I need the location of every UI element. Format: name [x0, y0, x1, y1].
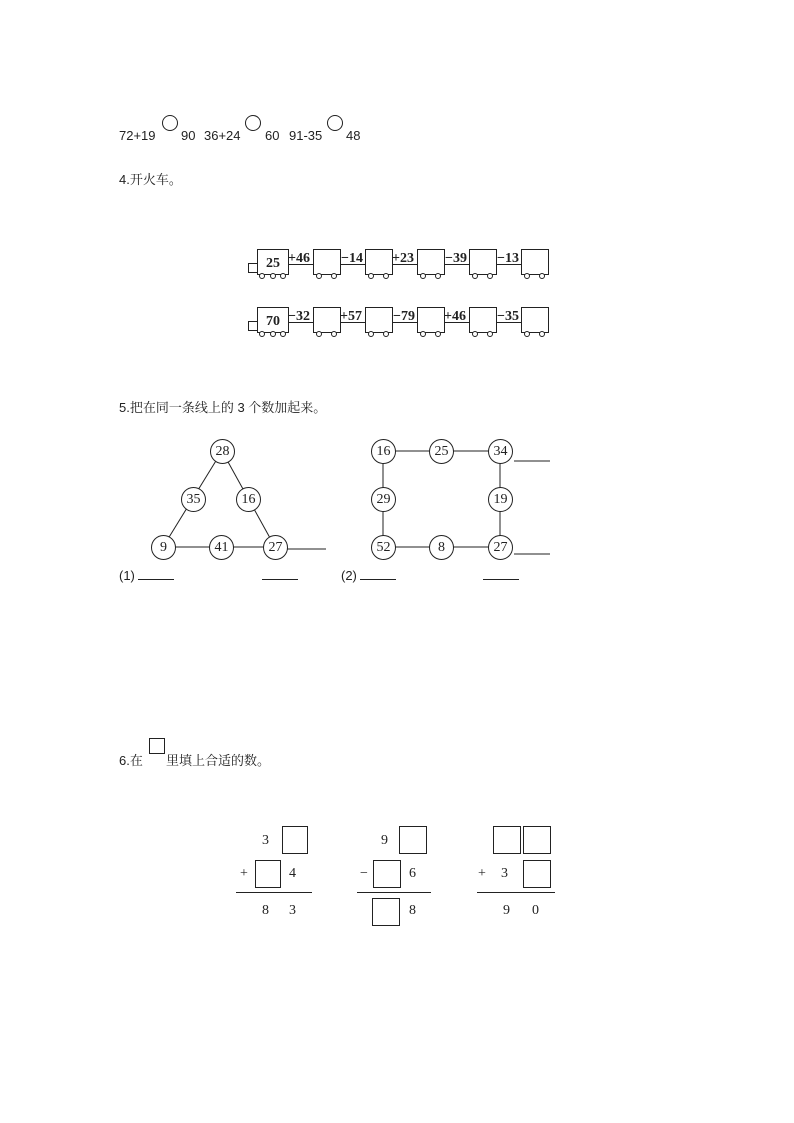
triangle-node-bl: 9: [151, 535, 176, 560]
train-1-op-5: −13: [497, 251, 519, 266]
p1-top-box[interactable]: [282, 826, 308, 854]
train-1-op-3: +23: [392, 251, 414, 266]
train-2-op-3: −79: [393, 309, 415, 324]
q6-title-box: [149, 738, 165, 754]
p1-mid-box[interactable]: [255, 860, 281, 888]
square-node-br: 27: [488, 535, 513, 560]
train-1-start: 25: [266, 256, 280, 271]
p2-res-digit: 8: [409, 903, 416, 918]
square-node-ml: 29: [371, 487, 396, 512]
p1-sign: +: [240, 866, 248, 881]
p3-top-box-1[interactable]: [493, 826, 521, 854]
p2-top-digit: 9: [381, 833, 388, 848]
answer-blank[interactable]: [138, 567, 174, 580]
square-node-tl: 16: [371, 439, 396, 464]
p3-sign: +: [478, 866, 486, 881]
train-2-op-2: +57: [340, 309, 362, 324]
p2-res-box[interactable]: [372, 898, 400, 926]
p2-mid-box[interactable]: [373, 860, 401, 888]
answer-blank[interactable]: [483, 567, 519, 580]
train-2-op-4: +46: [444, 309, 466, 324]
q6-title-post: 里填上合适的数。: [166, 753, 271, 768]
square-node-bm: 8: [429, 535, 454, 560]
p1-mid-digit: 4: [289, 866, 296, 881]
p1-top-digit: 3: [262, 833, 269, 848]
triangle-node-br: 27: [263, 535, 288, 560]
p1-res-2: 3: [289, 903, 296, 918]
train-2-op-1: −32: [288, 309, 310, 324]
p2-sum-line: [357, 892, 431, 893]
p3-top-box-2[interactable]: [523, 826, 551, 854]
train-1-op-4: −39: [445, 251, 467, 266]
p2-mid-digit: 6: [409, 866, 416, 881]
train-2-op-5: −35: [497, 309, 519, 324]
train-2-start: 70: [266, 314, 280, 329]
square-node-tr: 34: [488, 439, 513, 464]
train-1-op-1: +46: [288, 251, 310, 266]
compare-right-1: 90: [181, 128, 196, 143]
train-1-op-2: −14: [341, 251, 363, 266]
p3-mid-box[interactable]: [523, 860, 551, 888]
compare-left-3: 91-35: [289, 128, 323, 143]
triangle-node-top: 28: [210, 439, 235, 464]
compare-right-3: 48: [346, 128, 361, 143]
p3-mid-digit: 3: [501, 866, 508, 881]
triangle-node-left: 35: [181, 487, 206, 512]
p3-res-2: 0: [532, 903, 539, 918]
p1-res-1: 8: [262, 903, 269, 918]
q5-label-2: (2): [341, 568, 357, 583]
compare-left-1: 72+19: [119, 128, 156, 143]
compare-right-2: 60: [265, 128, 280, 143]
answer-blank[interactable]: [262, 567, 298, 580]
p2-top-box[interactable]: [399, 826, 427, 854]
p2-sign: −: [360, 866, 368, 881]
q5-title: 5.把在同一条线上的 3 个数加起来。: [119, 400, 327, 415]
square-node-bl: 52: [371, 535, 396, 560]
square-node-mr: 19: [488, 487, 513, 512]
p1-sum-line: [236, 892, 312, 893]
p3-res-1: 9: [503, 903, 510, 918]
q6-title-pre: 6.在: [119, 753, 143, 768]
q4-title: 4.开火车。: [119, 172, 182, 187]
compare-left-2: 36+24: [204, 128, 241, 143]
triangle-node-bm: 41: [209, 535, 234, 560]
q5-label-1: (1): [119, 568, 135, 583]
answer-blank[interactable]: [360, 567, 396, 580]
square-node-tm: 25: [429, 439, 454, 464]
p3-sum-line: [477, 892, 555, 893]
triangle-node-right: 16: [236, 487, 261, 512]
